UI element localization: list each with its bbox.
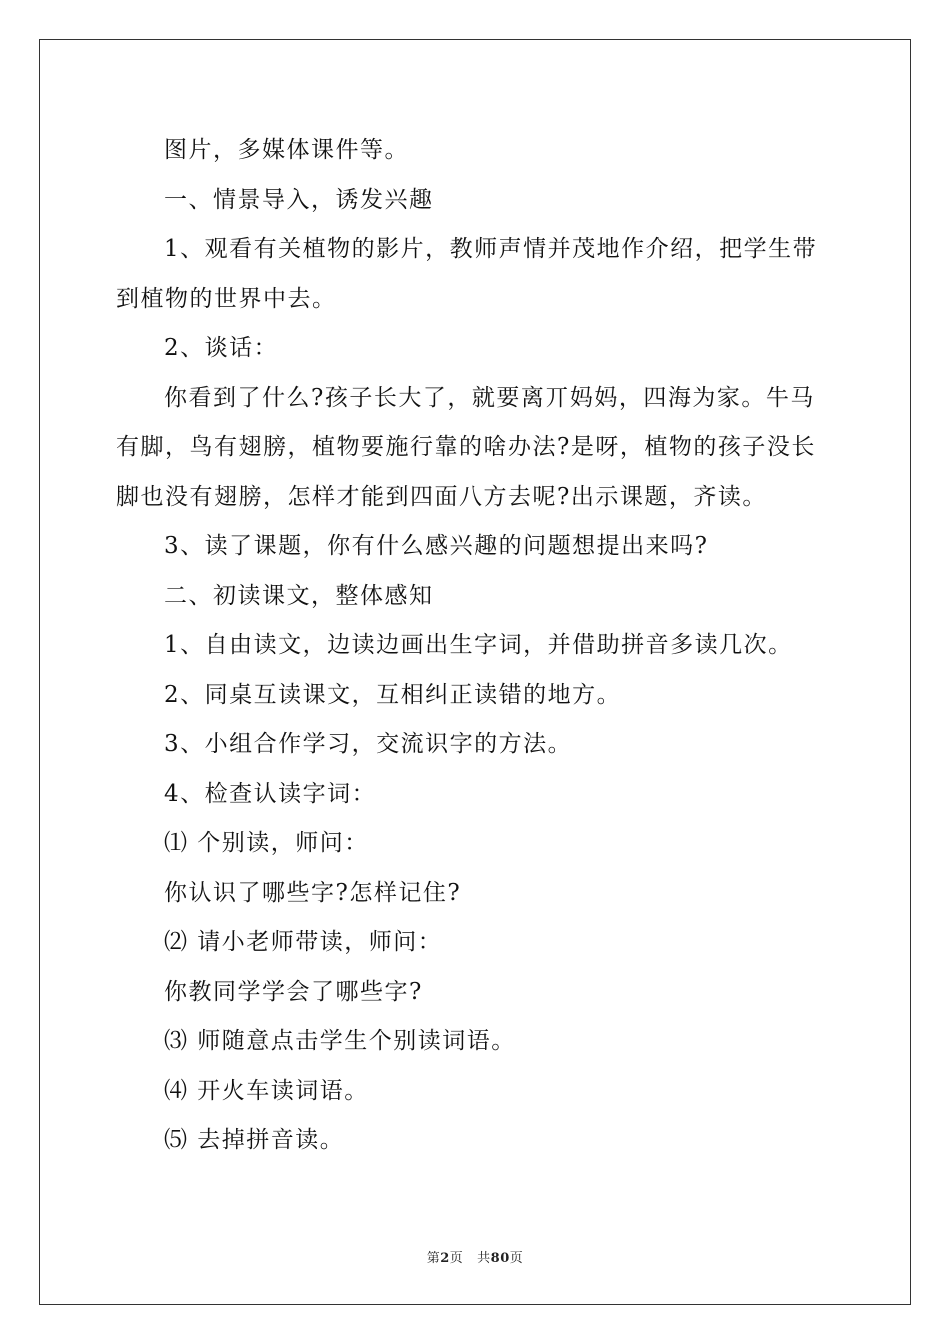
section-heading: 二、初读课文，整体感知 (164, 582, 434, 609)
paragraph: ⑴ 个别读，师问： (164, 830, 369, 856)
footer-suffix: 页 (509, 1251, 524, 1266)
paragraph: 你教同学学会了哪些字? (164, 978, 423, 1005)
page-footer (0, 1247, 950, 1266)
footer-middle: 页 共 (449, 1251, 491, 1266)
paragraph: 3、读了课题，你有什么感兴趣的问题想提出来吗? (164, 533, 709, 559)
paragraph: 你看到了什么?孩子长大了，就要离丌妈妈，四海为家。牛马有脚，鸟有翅膀，植物要施行靠的啥办法?是呀，植物的孩子没长脚也没有翅膀，怎样才能到四面八方去呢?出示课题，齐读。 (116, 384, 816, 510)
paragraph: 2、同桌互读课文，互相纠正读错的地方。 (164, 681, 622, 708)
paragraph: 2、谈话： (164, 335, 279, 361)
paragraph: 4、检查认读字词： (164, 780, 377, 807)
paragraph: ⑷ 开火车读词语。 (164, 1077, 369, 1104)
paragraph: 1、自由读文，边读边画出生字词，并借助拼音多读几次。 (164, 632, 793, 658)
paragraph: 图片，多媒体课件等。 (164, 137, 409, 163)
paragraph: 你认识了哪些字?怎样记住? (164, 879, 462, 906)
paragraph: 1、观看有关植物的影片，教师声情并茂地作介绍，把学生带到植物的世界中去。 (116, 236, 818, 312)
footer-prefix: 第 (426, 1251, 441, 1266)
section-heading: 一、情景导入，诱发兴趣 (164, 186, 434, 213)
current-page-number: 2 (440, 1251, 450, 1266)
document-body (116, 126, 836, 1166)
paragraph: ⑵ 请小老师带读，师问： (164, 929, 443, 955)
total-page-count: 80 (490, 1251, 510, 1266)
paragraph: ⑶ 师随意点击学生个别读词语。 (164, 1028, 516, 1054)
paragraph: ⑸ 去掉拼音读。 (164, 1127, 345, 1153)
paragraph: 3、小组合作学习，交流识字的方法。 (164, 731, 573, 757)
